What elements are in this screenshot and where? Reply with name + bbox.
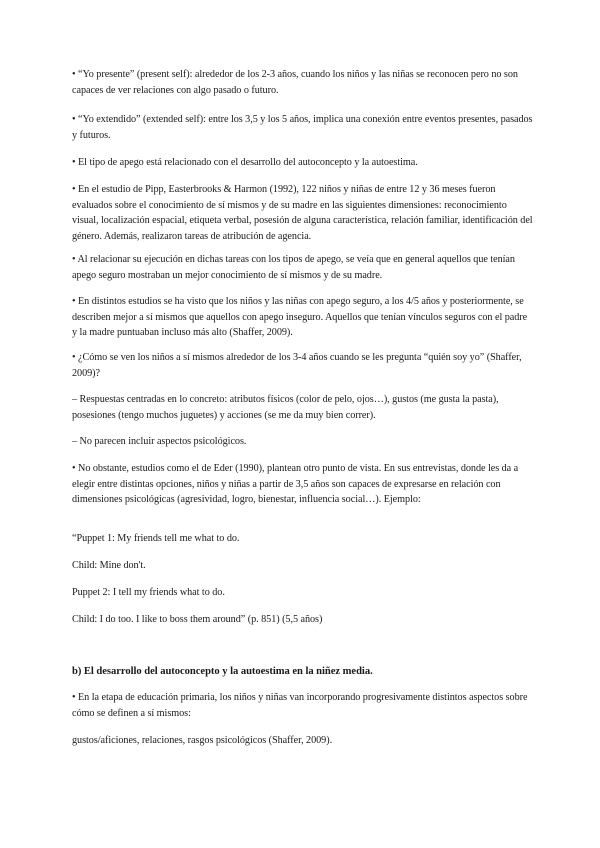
- paragraph-no-psychological: – No parecen incluir aspectos psicológicos.: [72, 436, 247, 447]
- dialogue-puppet-2: Puppet 2: I tell my friends what to do.: [72, 587, 225, 598]
- paragraph-extended-self: • “Yo extendido” (extended self): entre los 3,5 y los 5 años, implica una conexión entre eventos presentes, pasados y futuros.: [72, 114, 533, 141]
- dialogue-child-1: Child: Mine don't.: [72, 560, 146, 571]
- dialogue-puppet-1: “Puppet 1: My friends tell me what to do.: [72, 533, 240, 544]
- paragraph-secure-attachment: • Al relacionar su ejecución en dichas tareas con los tipos de apego, se veía que en general aquellos que tenían apego seguro mostraban un mejor conocimiento de sí mismos y de su madre.: [72, 254, 515, 281]
- paragraph-eder-study: • No obstante, estudios como el de Eder (1990), plantean otro punto de vista. En sus entrevistas, donde les da a elegir entre distintas opciones, niños y niñas a partir de 3,5 años son capaces de expresarse en relación con dimensiones psicológicas (agresividad, logro, bienestar, influencia social…). Ejemplo:: [72, 463, 519, 506]
- paragraph-studies-secure: • En distintos estudios se ha visto que los niños y las niñas con apego seguro, a los 4/5 años y posteriormente, se describen mejor a sí mismos que aquellos con apego inseguro. Aquellos que tenían vínculos seguros con el padre y la madre puntuaban incluso más alto (Shaffer, 2009).: [72, 296, 528, 339]
- paragraph-present-self: • “Yo presente” (present self): alrededor de los 2-3 años, cuando los niños y las niñas se reconocen pero no son capaces de ver relaciones con algo pasado o futuro.: [72, 69, 518, 96]
- paragraph-primary-education: • En la etapa de educación primaria, los niños y niñas van incorporando progresivamente distintos aspectos sobre cómo se definen a sí mismos:: [72, 692, 528, 719]
- paragraph-attachment-type: • El tipo de apego está relacionado con el desarrollo del autoconcepto y la autoestima.: [72, 157, 418, 168]
- section-heading: b) El desarrollo del autoconcepto y la autoestima en la niñez media.: [72, 666, 373, 677]
- paragraph-self-definition-aspects: gustos/aficiones, relaciones, rasgos psicológicos (Shaffer, 2009).: [72, 735, 333, 746]
- paragraph-question-who-am-i: • ¿Cómo se ven los niños a sí mismos alrededor de los 3-4 años cuando se les pregunta “quién soy yo” (Shaffer, 2009)?: [72, 352, 522, 379]
- paragraph-concrete-answers: – Respuestas centradas en lo concreto: atributos físicos (color de pelo, ojos…), gustos (me gusta la pasta), posesiones (tengo muchos juguetes) y acciones (se me da muy bien correr).: [72, 394, 499, 421]
- dialogue-child-2: Child: I do too. I like to boss them around” (p. 851) (5,5 años): [72, 614, 323, 625]
- paragraph-pipp-study: • En el estudio de Pipp, Easterbrooks & Harmon (1992), 122 niños y niñas de entre 12 y 36 meses fueron evaluados sobre el conocimiento de sí mismos y de su madre en las siguientes dimensiones: reconocimiento visual, localización espacial, etiqueta verbal, posesión de alguna característica, relación familiar, identificación del género. Además, realizaron tareas de atribución de agencia.: [72, 184, 533, 242]
